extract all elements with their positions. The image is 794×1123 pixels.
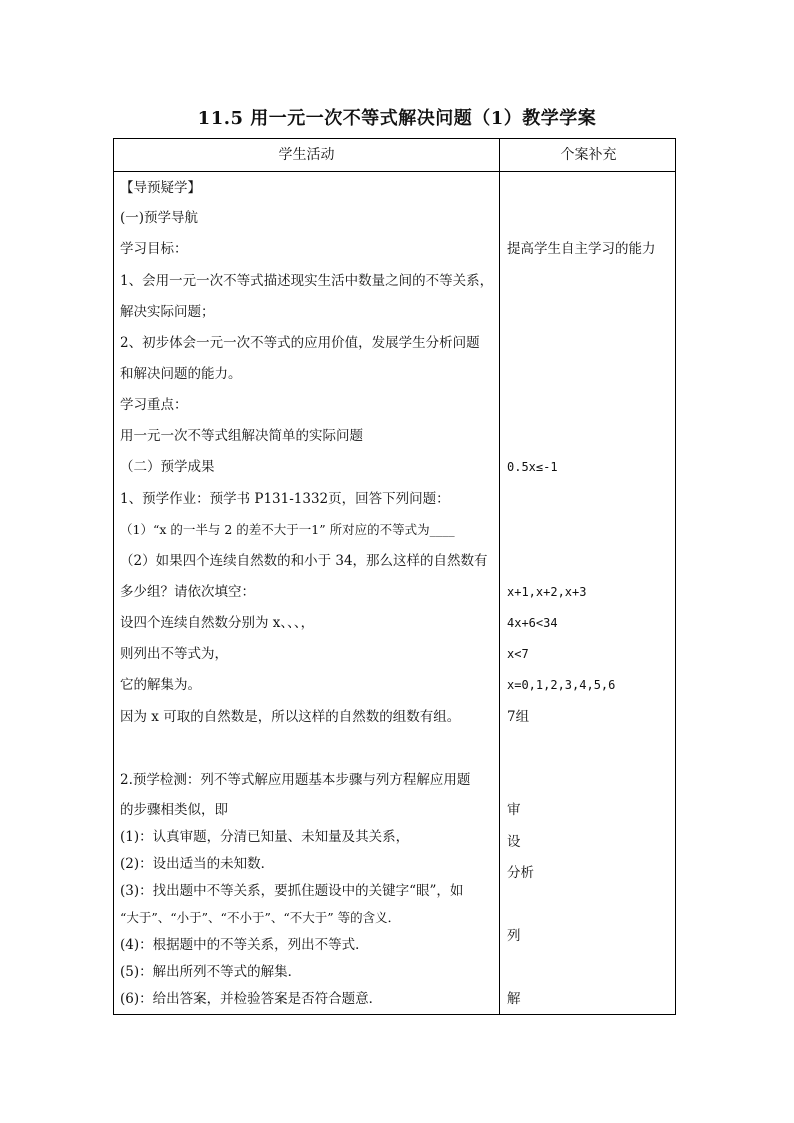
goal-2-line-1: 2、初步体会一元一次不等式的应用价值，发展学生分析问题 <box>120 335 480 351</box>
step-1: (1)：认真审题，分清已知量、未知量及其关系， <box>120 829 410 845</box>
goal-1-line-2: 解决实际问题； <box>120 304 215 320</box>
goal-2-line-2: 和解决问题的能力。 <box>120 366 242 382</box>
column-divider <box>499 139 500 1014</box>
answer-natural-numbers: x=0,1,2,3,4,5,6 <box>507 678 616 692</box>
note-self-learning: 提高学生自主学习的能力 <box>507 241 656 257</box>
lesson-table <box>113 138 676 1015</box>
question-2-line-1: （2）如果四个连续自然数的和小于 34，那么这样的自然数有 <box>120 553 488 569</box>
key-points-label: 学习重点： <box>120 397 188 413</box>
step-label-solve: 解 <box>507 991 521 1007</box>
question-2-line-2: 多少组？请依次填空： <box>120 584 255 600</box>
key-point-text: 用一元一次不等式组解决简单的实际问题 <box>120 428 363 444</box>
answer-variables: x+1,x+2,x+3 <box>507 585 587 599</box>
preview-navigation-heading: (一)预学导航 <box>120 210 199 226</box>
step-4: (4)：根据题中的不等关系，列出不等式． <box>120 937 369 953</box>
page-title: 11.5 用一元一次不等式解决问题（1）教学学案 <box>197 108 597 129</box>
fill-variables: 设四个连续自然数分别为 x、、、， <box>120 615 315 631</box>
fill-solution-set: 它的解集为。 <box>120 677 201 693</box>
preview-results-heading: （二）预学成果 <box>120 459 215 475</box>
answer-inequality-1: 0.5x≤-1 <box>507 460 558 474</box>
header-divider <box>114 171 675 172</box>
step-label-set: 设 <box>507 834 521 850</box>
step-3-line-2: “大于”、“小于”、“不小于”、“不大于” 等的含义． <box>120 910 401 925</box>
step-label-analyze: 分析 <box>507 865 534 881</box>
step-label-examine: 审 <box>507 802 521 818</box>
learning-goals-label: 学习目标： <box>120 241 188 257</box>
preview-homework: 1、预学作业：预学书 P131-1332页，回答下列问题： <box>120 491 450 507</box>
step-5: (5)：解出所列不等式的解集． <box>120 964 302 980</box>
preview-check-line-2: 的步骤相类似，即 <box>120 802 228 818</box>
fill-group-count: 因为 x 可取的自然数是，所以这样的自然数的组数有组。 <box>120 709 461 725</box>
section-heading-guide: 【导预疑学】 <box>120 180 201 196</box>
step-6: (6)：给出答案，并检验答案是否符合题意． <box>120 991 383 1007</box>
header-case-supplement: 个案补充 <box>560 147 617 163</box>
step-3-line-1: (3)：找出题中不等关系，要抓住题设中的关键字“眼”，如 <box>120 883 464 899</box>
step-2: (2)：设出适当的未知数． <box>120 856 275 872</box>
preview-check-line-1: 2.预学检测：列不等式解应用题基本步骤与列方程解应用题 <box>120 772 471 788</box>
step-label-list: 列 <box>507 928 521 944</box>
answer-solution-set: x<7 <box>507 647 529 661</box>
fill-inequality: 则列出不等式为， <box>120 646 228 662</box>
header-student-activity: 学生活动 <box>278 147 335 163</box>
answer-inequality-2: 4x+6<34 <box>507 616 558 630</box>
question-1: （1）“x 的一半与 2 的差不大于一1” 所对应的不等式为____ <box>120 522 455 537</box>
goal-1-line-1: 1、会用一元一次不等式描述现实生活中数量之间的不等关系， <box>120 273 494 289</box>
answer-group-count: 7组 <box>507 709 530 725</box>
